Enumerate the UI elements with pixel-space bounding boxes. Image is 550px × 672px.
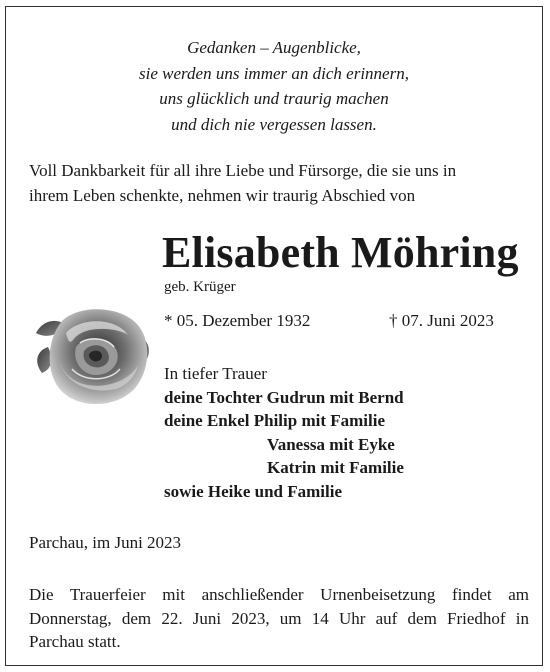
birth-date: * 05. Dezember 1932 [164, 311, 311, 330]
mourners-block [164, 362, 404, 504]
deceased-name: Elisabeth Möhring [162, 228, 519, 277]
place-date: Parchau, im Juni 2023 [29, 533, 182, 552]
maiden-name: geb. Krüger [164, 279, 236, 295]
obituary-frame [5, 6, 543, 666]
mourners-heading: In tiefer Trauer [164, 364, 267, 383]
intro-line: ihrem Leben schenkte, nehmen wir traurig Abschied von [29, 186, 416, 205]
intro-line: Voll Dankbarkeit für all ihre Liebe und Fürsorge, die sie uns in [29, 161, 457, 180]
funeral-line: Die Trauerfeier mit anschließender Urnenbeisetzung findet am [29, 585, 529, 604]
mourner-line: sowie Heike und Familie [164, 481, 343, 501]
poem-line: und dich nie vergessen lassen. [171, 114, 377, 134]
funeral-line: Parchau statt. [29, 632, 121, 651]
mourner-line: Vanessa mit Eyke [267, 434, 395, 454]
poem-line: uns glücklich und traurig machen [159, 89, 389, 108]
mourner-line: deine Enkel Philip mit Familie [164, 411, 386, 431]
death-date: † 07. Juni 2023 [389, 311, 494, 330]
mourner-line: deine Tochter Gudrun mit Bernd [164, 387, 404, 407]
funeral-notice [29, 583, 529, 654]
poem-line: sie werden uns immer an dich erinnern, [139, 63, 409, 83]
poem-line: Gedanken – Augenblicke, [187, 38, 361, 57]
funeral-line: Donnerstag, dem 22. Juni 2023, um 14 Uhr auf dem Friedhof in [29, 608, 529, 628]
poem [6, 35, 542, 137]
intro-text [29, 158, 529, 208]
rose-icon [32, 303, 156, 411]
mourner-line: Katrin mit Familie [267, 458, 404, 478]
